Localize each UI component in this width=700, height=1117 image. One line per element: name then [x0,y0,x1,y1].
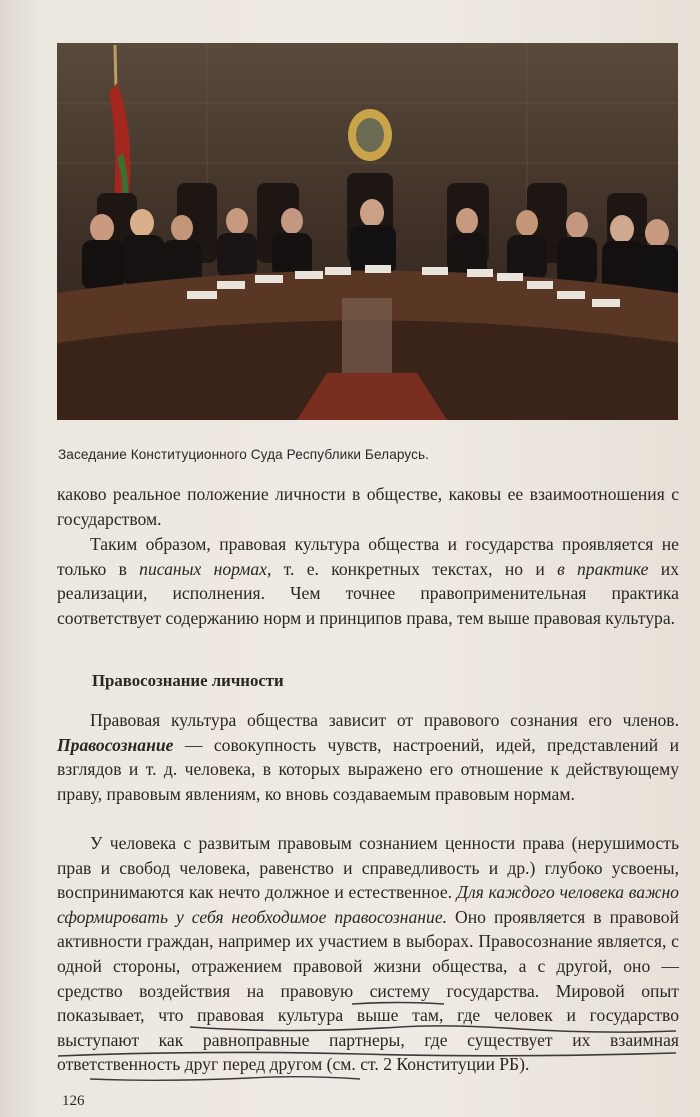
court-session-photo [57,43,678,420]
paragraph-3 [57,708,679,806]
p4-text-a: У человека с развитым правовым сознанием ценности права (нерушимость прав и свобод человека, равенство и справедливость и др.) глубоко усвоены, воспринимаются как нечто должное и естественное. [57,833,679,903]
p2-text-c: их реализации, исполнения. Чем точнее правоприменительная практика соответствует содержанию норм и принципов права, тем выше правовая культура. [57,558,679,628]
p2-emphasis-written-norms: писаных нормах [139,558,267,579]
p3-text-a: Правовая культура общества зависит от правового сознания его членов. [90,710,679,730]
paragraph-4 [57,831,679,1077]
paragraph-2 [57,532,679,630]
p4-emphasis: Для каждого человека важно сформировать у себя необходимое правосознание. [57,882,679,927]
p4-text-b: Оно проявляется в правовой активности граждан, например их участием в выборах. Правосознание является, с одной стороны, отражением правовой жизни общества, а с другой, оно — средство воздействия на правовую систему государства. Мировой опыт показывает, что правовая культура выше там, где человек и государство выступают как равноправные партнеры, где существует их взаимная ответственность друг перед другом (см. ст. 2 Конституции РБ). [57,906,679,1075]
p2-text-b: , т. е. конкретных текстах, но и [266,558,558,579]
p3-term-legal-consciousness: Правосознание [57,734,174,755]
paragraph-1 [57,482,679,531]
p3-text-b: — совокупность чувств, настроений, идей, представлений и взглядов и т. д. человека, в которых выражено его отношение к действующему праву, правовым явлениям, ко вновь создаваемым правовым нормам. [57,734,679,804]
p2-emphasis-practice: в практике [557,558,649,579]
photo-caption: Заседание Конституционного Суда Республики Беларусь. [58,447,430,462]
section-heading: Правосознание личности [92,671,284,690]
p2-text-a: Таким образом, правовая культура общества и государства проявляется не только в [57,534,679,579]
page-number: 126 [62,1093,85,1109]
paragraph-1-text: каково реальное положение личности в обществе, каковы ее взаимоотношения с государством. [57,484,679,529]
court-session-illustration [57,43,678,420]
